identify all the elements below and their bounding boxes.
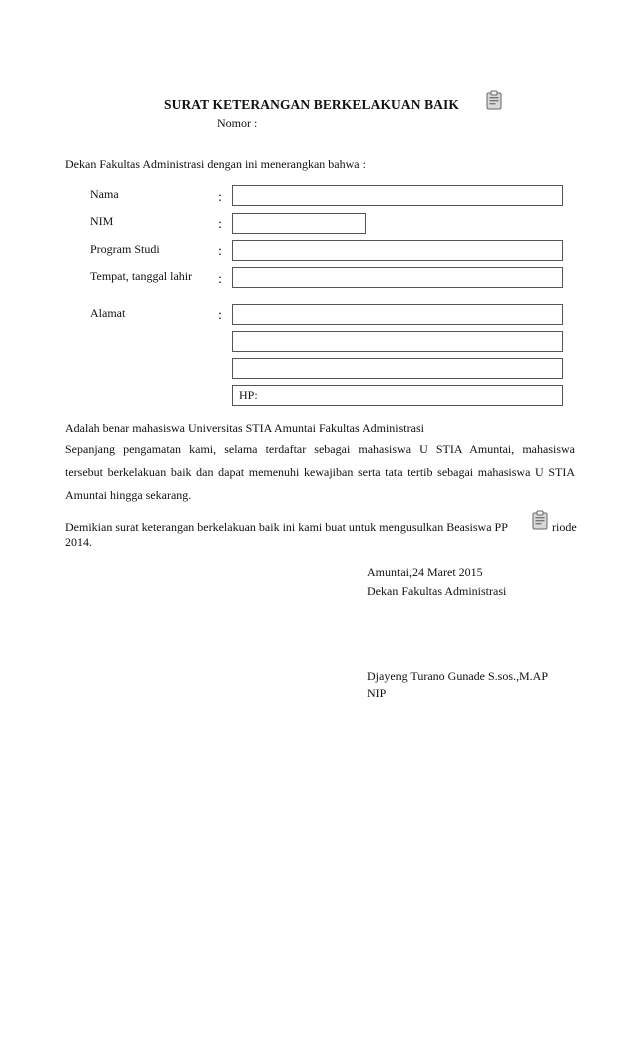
alamat-field-2[interactable]: [232, 331, 563, 352]
body-line-1: Adalah benar mahasiswa Universitas STIA Amuntai Fakultas Administrasi: [65, 421, 424, 435]
ttl-field[interactable]: [232, 267, 563, 288]
colon: :: [218, 190, 222, 205]
colon: :: [218, 217, 222, 232]
clipboard-icon: [532, 510, 548, 530]
body-line-2: Sepanjang pengamatan kami, selama terdaftar sebagai mahasiswa U STIA Amuntai, mahasiswa: [65, 442, 575, 456]
field-label-alamat: Alamat: [90, 306, 126, 320]
colon: :: [218, 308, 222, 323]
field-label-nim: NIM: [90, 214, 114, 228]
nomor-label: Nomor :: [217, 116, 258, 130]
nim-field[interactable]: [232, 213, 366, 234]
colon: :: [218, 244, 222, 259]
field-label-prodi: Program Studi: [90, 242, 160, 256]
body-line-3: tersebut berkelakuan baik dan dapat memenuhi kewajiban serta tata tertib sebagai mahasiswa U STIA: [65, 465, 575, 479]
field-label-ttl: Tempat, tanggal lahir: [90, 269, 193, 283]
field-label-nama: Nama: [90, 187, 119, 201]
document-title: SURAT KETERANGAN BERKELAKUAN BAIK: [164, 97, 459, 112]
signer-position: Dekan Fakultas Administrasi: [367, 584, 507, 598]
clipboard-icon: [486, 90, 502, 110]
hp-label: HP:: [239, 388, 258, 402]
body-line-4: Amuntai hingga sekarang.: [65, 488, 192, 502]
nama-field[interactable]: [232, 185, 563, 206]
closing-text-cont: riode: [552, 520, 577, 534]
alamat-field-1[interactable]: [232, 304, 563, 325]
colon: :: [218, 272, 222, 287]
signer-nip: NIP: [367, 686, 387, 700]
signer-name: Djayeng Turano Gunade S.sos.,M.AP: [367, 669, 549, 683]
intro-text: Dekan Fakultas Administrasi dengan ini menerangkan bahwa :: [65, 157, 366, 171]
closing-text: Demikian surat keterangan berkelakuan baik ini kami buat untuk mengusulkan Beasiswa PP: [65, 520, 508, 534]
prodi-field[interactable]: [232, 240, 563, 261]
closing-year: 2014.: [65, 535, 92, 549]
alamat-field-3[interactable]: [232, 358, 563, 379]
place-date: Amuntai,24 Maret 2015: [367, 565, 483, 579]
hp-field[interactable]: [232, 385, 563, 406]
